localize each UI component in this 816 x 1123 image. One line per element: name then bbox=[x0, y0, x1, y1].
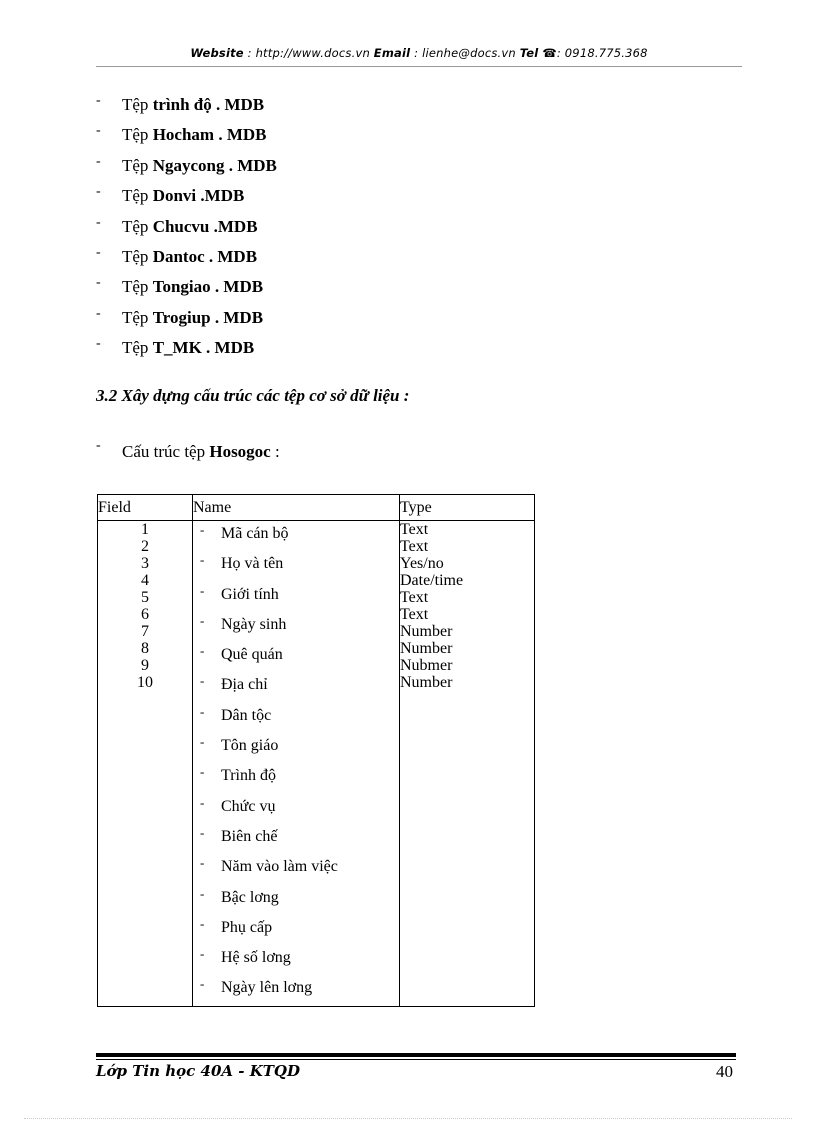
table-row bbox=[193, 521, 399, 551]
footer-thin-rule bbox=[96, 1059, 736, 1060]
bullet-dash: - bbox=[200, 764, 205, 780]
list-item bbox=[96, 244, 277, 274]
table-row bbox=[193, 854, 399, 884]
field-name: Mã cán bộ bbox=[221, 525, 289, 542]
bullet-dash: - bbox=[200, 703, 205, 719]
table-row bbox=[193, 945, 399, 975]
list-item bbox=[96, 335, 277, 365]
list-item bbox=[96, 153, 277, 183]
field-name: Ngày sinh bbox=[221, 615, 287, 633]
tel-value: : 0918.775.368 bbox=[556, 46, 648, 60]
bullet-dash: - bbox=[200, 946, 205, 962]
list-item bbox=[96, 214, 277, 244]
list-item bbox=[96, 274, 277, 304]
field-type: Text bbox=[400, 606, 429, 623]
field-type: Text bbox=[400, 589, 429, 606]
file-prefix: Tệp bbox=[122, 216, 153, 236]
website-value: : http://www.docs.vn bbox=[243, 46, 374, 60]
list-item bbox=[96, 305, 277, 335]
bullet-dash: - bbox=[200, 915, 205, 931]
file-list bbox=[96, 92, 277, 366]
bullet-dash: - bbox=[200, 824, 205, 840]
table-row bbox=[193, 763, 399, 793]
list-item bbox=[96, 183, 277, 213]
bullet-dash: - bbox=[96, 214, 101, 230]
file-prefix: Tệp bbox=[122, 95, 153, 114]
field-name: Địa chỉ bbox=[221, 676, 268, 694]
bullet-dash: - bbox=[96, 336, 101, 352]
file-prefix: Tệp bbox=[122, 125, 153, 145]
bullet-dash: - bbox=[200, 522, 205, 537]
bullet-dash: - bbox=[200, 734, 205, 750]
field-type: Number bbox=[400, 674, 453, 691]
bullet-dash: - bbox=[96, 153, 101, 169]
table-row bbox=[193, 824, 399, 854]
field-name: Dân tộc bbox=[221, 706, 272, 724]
file-prefix: Tệp bbox=[122, 307, 153, 327]
field-number: 10 bbox=[137, 674, 153, 691]
field-type: Text bbox=[400, 538, 429, 555]
page-number: 40 bbox=[716, 1062, 733, 1081]
bullet-dash: - bbox=[96, 184, 101, 200]
field-number: 1 bbox=[141, 521, 149, 538]
table-row bbox=[193, 551, 399, 581]
name-column bbox=[193, 521, 400, 1007]
table-row bbox=[193, 703, 399, 733]
tel-label: Tel bbox=[519, 46, 539, 60]
bullet-dash: - bbox=[96, 93, 101, 108]
field-number: 7 bbox=[141, 623, 149, 640]
file-name: Tongiao . MDB bbox=[152, 277, 264, 297]
website-label: Website bbox=[190, 46, 244, 60]
header-divider bbox=[96, 66, 742, 67]
field-table bbox=[97, 494, 535, 1007]
field-name: Quê quán bbox=[221, 646, 283, 664]
file-prefix: Tệp bbox=[122, 246, 153, 266]
table-header-row bbox=[98, 495, 535, 521]
page-bottom-border bbox=[24, 1118, 792, 1120]
field-name: Họ và tên bbox=[221, 555, 284, 573]
type-column bbox=[400, 521, 535, 1007]
field-name: Hệ số lơng bbox=[221, 949, 291, 967]
bullet-dash: - bbox=[200, 855, 205, 871]
bullet-dash: - bbox=[200, 612, 205, 628]
field-name: Ngày lên lơng bbox=[221, 979, 313, 997]
field-type: Date/time bbox=[400, 572, 464, 589]
table-row bbox=[193, 915, 399, 945]
file-prefix: Tệp bbox=[122, 338, 153, 358]
structure-suffix: : bbox=[270, 442, 280, 461]
field-number: 4 bbox=[141, 572, 149, 589]
phone-icon: ☎ bbox=[542, 46, 557, 60]
field-number-column bbox=[98, 521, 193, 1007]
table-row bbox=[193, 794, 399, 824]
list-item bbox=[96, 122, 277, 152]
bullet-dash: - bbox=[96, 244, 101, 260]
file-name: Ngaycong . MDB bbox=[152, 155, 277, 175]
field-number: 3 bbox=[141, 555, 149, 572]
field-name: Tôn giáo bbox=[221, 737, 279, 755]
section-title: 3.2 Xây dựng cấu trúc các tệp cơ sở dữ liệu : bbox=[96, 386, 410, 405]
structure-line bbox=[96, 438, 280, 462]
structure-file-name: Hosogoc bbox=[209, 442, 271, 461]
field-type: Number bbox=[400, 640, 453, 657]
bullet-dash: - bbox=[200, 885, 205, 901]
footer-class-label: Lớp Tin học 40A - KTQD bbox=[96, 1062, 300, 1080]
field-name: Biên chế bbox=[221, 827, 278, 845]
field-number: 9 bbox=[141, 657, 149, 674]
field-number: 2 bbox=[141, 538, 149, 555]
table-body-row bbox=[98, 521, 535, 1007]
bullet-dash: - bbox=[200, 582, 205, 598]
table-row bbox=[193, 582, 399, 612]
bullet-dash: - bbox=[200, 794, 205, 810]
table-row bbox=[193, 612, 399, 642]
file-name: T_MK . MDB bbox=[152, 338, 255, 358]
bullet-dash: - bbox=[96, 305, 101, 321]
file-prefix: Tệp bbox=[122, 155, 153, 175]
bullet-dash: - bbox=[200, 643, 205, 659]
header-field: Field bbox=[98, 495, 193, 521]
bullet-dash: - bbox=[200, 976, 205, 992]
file-name: Dantoc . MDB bbox=[152, 246, 258, 266]
structure-prefix: Cấu trúc tệp bbox=[122, 442, 210, 461]
table-row bbox=[193, 975, 399, 1005]
file-name: Donvi .MDB bbox=[152, 186, 245, 206]
field-type: Nubmer bbox=[400, 657, 453, 674]
table-row bbox=[193, 642, 399, 672]
email-label: Email bbox=[373, 46, 411, 60]
field-name: Chức vụ bbox=[221, 797, 276, 815]
field-name: Giới tính bbox=[221, 585, 279, 603]
header-name: Name bbox=[193, 495, 400, 521]
file-name: Hocham . MDB bbox=[152, 125, 267, 145]
field-type: Number bbox=[400, 623, 453, 640]
list-item bbox=[96, 92, 277, 122]
field-name: Bậc lơng bbox=[221, 888, 279, 906]
field-name: Năm vào làm việc bbox=[221, 858, 338, 876]
field-name: Trình độ bbox=[221, 767, 276, 785]
field-number: 6 bbox=[141, 606, 149, 623]
file-name: trình độ . MDB bbox=[152, 95, 265, 114]
bullet-dash: - bbox=[200, 673, 205, 689]
bullet-dash: - bbox=[96, 123, 101, 139]
bullet-dash: - bbox=[96, 275, 101, 291]
email-value: : lienhe@docs.vn bbox=[410, 46, 520, 60]
field-number: 5 bbox=[141, 589, 149, 606]
field-type: Text bbox=[400, 521, 429, 538]
bullet-dash: - bbox=[96, 438, 101, 453]
field-number: 8 bbox=[141, 640, 149, 657]
bullet-dash: - bbox=[200, 552, 205, 568]
table-row bbox=[193, 733, 399, 763]
file-prefix: Tệp bbox=[122, 277, 153, 297]
field-type: Yes/no bbox=[400, 555, 444, 572]
file-name: Chucvu .MDB bbox=[152, 216, 258, 236]
table-row bbox=[193, 672, 399, 702]
file-prefix: Tệp bbox=[122, 186, 153, 206]
table-row bbox=[193, 885, 399, 915]
page-header bbox=[96, 46, 742, 60]
footer-thick-rule bbox=[96, 1053, 736, 1057]
field-name: Phụ cấp bbox=[221, 918, 273, 936]
file-name: Trogiup . MDB bbox=[152, 307, 264, 327]
header-type: Type bbox=[400, 495, 535, 521]
